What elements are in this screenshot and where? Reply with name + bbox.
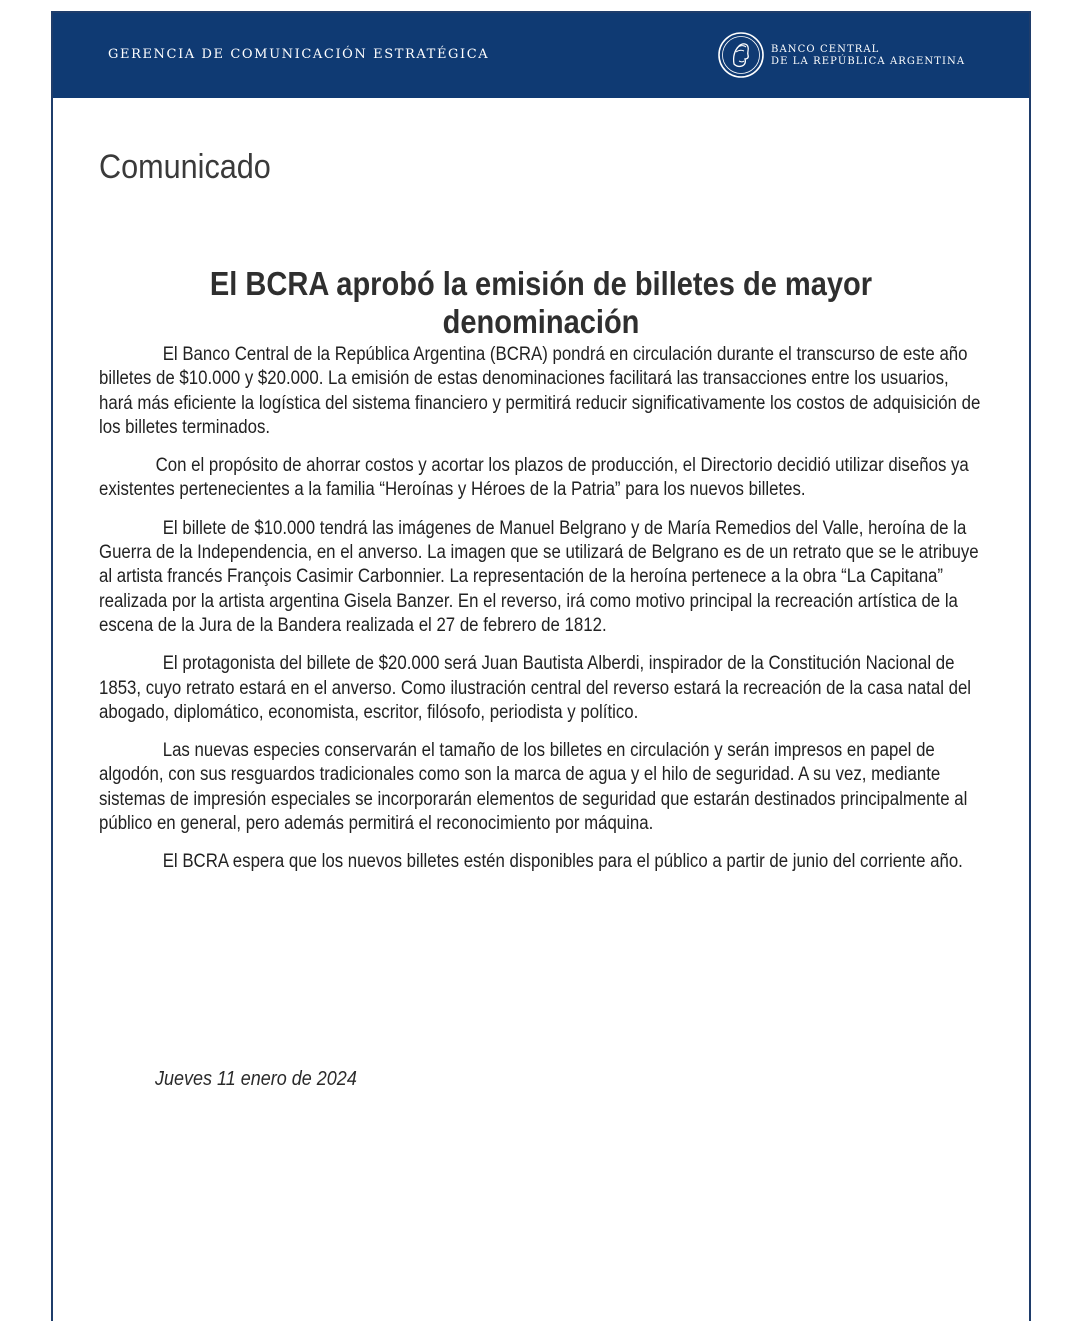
letterhead-banner	[53, 13, 1029, 98]
bank-name-line1: BANCO CENTRAL	[771, 44, 880, 55]
bcra-logo	[717, 31, 977, 83]
publication-date: Jueves 11 enero de 2024	[155, 1068, 357, 1090]
bcra-seal-icon	[717, 31, 765, 79]
paragraph: El protagonista del billete de $20.000 será Juan Bautista Alberdi, inspirador de la Constitución Nacional de 1853, cuyo retrato estará en el anverso. Como ilustración central del reverso estará la recreación de la casa natal del abogado, diplomático, economista, escritor, filósofo, periodista y político.	[99, 653, 972, 723]
bank-name-line2: DE LA REPÚBLICA ARGENTINA	[771, 56, 966, 67]
department-name: GERENCIA DE COMUNICACIÓN ESTRATÉGICA	[108, 47, 490, 62]
headline: El BCRA aprobó la emisión de billetes de mayor denominación	[209, 265, 873, 340]
paragraph: El Banco Central de la República Argentina (BCRA) pondrá en circulación durante el transcurso de este año billetes de $10.000 y $20.000. La emisión de estas denominaciones facilitará las transacciones entre los usuarios, hará más eficiente la logística del sistema financiero y permitirá reducir significativamente los costos de adquisición de los billetes terminados.	[99, 344, 981, 438]
article-body	[99, 343, 984, 889]
paragraph: El billete de $10.000 tendrá las imágenes de Manuel Belgrano y de María Remedios del Valle, heroína de la Guerra de la Independencia, en el anverso. La imagen que se utilizará de Belgrano es de un retrato que se le atribuye al artista francés François Casimir Carbonnier. La representación de la heroína pertenece a la obra “La Capitana” realizada por la artista argentina Gisela Banzer. En el reverso, irá como motivo principal la recreación artística de la escena de la Jura de la Bandera realizada el 27 de febrero de 1812.	[99, 517, 979, 636]
bank-name	[771, 44, 965, 68]
paragraph: Las nuevas especies conservarán el tamaño de los billetes en circulación y serán impresos en papel de algodón, con sus resguardos tradicionales como son la marca de agua y el hilo de seguridad. A su vez, mediante sistemas de impresión especiales se incorporarán elementos de seguridad que estarán destinados principalmente al público en general, pero además permitirá el reconocimiento por máquina.	[99, 740, 968, 835]
document-type: Comunicado	[99, 148, 271, 186]
paragraph: Con el propósito de ahorrar costos y acortar los plazos de producción, el Directorio decidió utilizar diseños ya existentes pertenecientes a la familia “Heroínas y Héroes de la Patria” para los nuevos billetes.	[99, 455, 969, 501]
paragraph: El BCRA espera que los nuevos billetes estén disponibles para el público a partir de junio del corriente año.	[162, 851, 963, 873]
press-release-page	[51, 11, 1031, 1321]
